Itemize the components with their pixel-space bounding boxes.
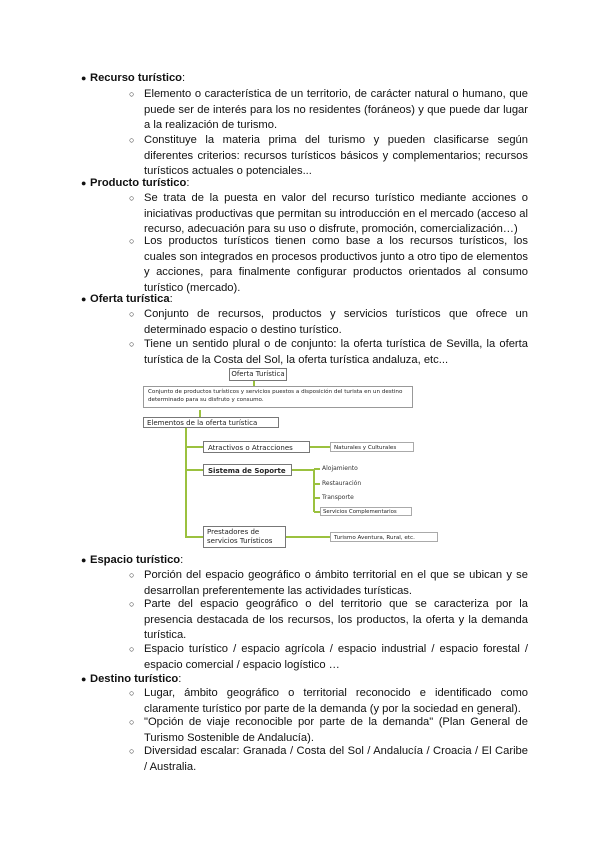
list-item [129,597,528,644]
list-item-text: Tiene un sentido plural o de conjunto: la oferta turística de Sevilla, la oferta turística de la Costa del Sol, la oferta turística andaluza, etc... [144,338,528,366]
list-item [129,568,528,599]
circle-bullet-icon: ○ [129,599,135,609]
circle-bullet-icon: ○ [129,193,135,203]
section-producto-turistico: ● Producto turístico: [81,177,190,189]
list-item-text: Los productos turísticos tienen como base a los recursos turísticos, los cuales son integrados en procesos productivos junto a otro tipo de elementos y acciones, para finalmente configurar productos orientados al consumo turístico (mercado). [144,235,528,294]
circle-bullet-icon: ○ [129,236,135,246]
list-item [129,133,528,180]
circle-bullet-icon: ○ [129,309,135,319]
diagram-definition: Conjunto de productos turísticos y servicios puestos a disposición del turista en un destino determinado para su disfruto y consumo. [143,386,413,408]
list-item [129,337,528,368]
branch-atractivos: Atractivos o Atracciones [203,441,310,453]
leaf-turismo-aventura: Turismo Aventura, Rural, etc. [330,532,438,542]
list-item [129,191,528,238]
bullet-icon: ● [81,73,87,83]
branch-prestadores: Prestadores de servicios Turísticos [203,526,286,548]
section-destino-turistico: ● Destino turístico: [81,673,182,685]
list-item [129,234,528,296]
circle-bullet-icon: ○ [129,89,135,99]
leaf-servicios-complementarios: Servicios Complementarios [320,507,412,516]
diagram-title: Oferta Turística [229,368,287,381]
section-espacio-turistico: ● Espacio turístico: [81,554,184,566]
list-item-text: Elemento o característica de un territorio, de carácter natural o humano, que puede ser de interés para los no residentes (foráneos) y que puede dar lugar a la realización de turismo. [144,88,528,131]
list-item [129,642,528,673]
section-term: Espacio turístico [90,554,181,566]
bullet-icon: ● [81,674,87,684]
leaf-transporte: Transporte [322,494,354,501]
list-item-text: Lugar, ámbito geográfico o territorial reconocido e identificado como claramente turístico por parte de la demanda (y por la sociedad en general). [144,687,528,715]
section-term: Recurso turístico [90,72,183,84]
leaf-alojamiento: Alojamiento [322,465,358,472]
leaf-restauracion: Restauración [322,480,362,487]
circle-bullet-icon: ○ [129,135,135,145]
list-item-text: "Opción de viaje reconocible por parte de la demanda" (Plan General de Turismo Sostenible de Andalucía). [144,716,528,744]
list-item-text: Parte del espacio geográfico o del territorio que se caracteriza por la presencia destacada de los recursos, los productos, la oferta y la demanda turística. [144,598,528,641]
list-item-text: Espacio turístico / espacio agrícola / espacio industrial / espacio forestal / espacio comercial / espacio logístico … [144,643,528,671]
leaf-naturales-culturales: Naturales y Culturales [330,442,414,452]
branch-sistema-soporte: Sistema de Soporte [203,464,292,476]
list-item-text: Constituye la materia prima del turismo y pueden clasificarse según diferentes criterios: recursos turísticos básicos y complementarios; recursos turísticos actuales o potenciales... [144,134,528,177]
section-recurso-turistico: ● Recurso turístico: [81,72,186,84]
list-item-text: Se trata de la puesta en valor del recurso turístico mediante acciones o iniciativas productivas que permitan su introducción en el mercado (acceso al recurso, adecuación para su uso o disfrute, promoción, comercialización…) [144,192,528,235]
list-item [129,307,528,338]
bullet-icon: ● [81,178,87,188]
circle-bullet-icon: ○ [129,717,135,727]
list-item [129,87,528,134]
list-item [129,715,528,746]
circle-bullet-icon: ○ [129,644,135,654]
circle-bullet-icon: ○ [129,570,135,580]
list-item [129,686,528,717]
section-oferta-turistica: ● Oferta turística: [81,293,173,305]
bullet-icon: ● [81,555,87,565]
oferta-turistica-diagram [140,366,440,554]
circle-bullet-icon: ○ [129,339,135,349]
bullet-icon: ● [81,294,87,304]
list-item [129,744,528,775]
section-term: Oferta turística [90,293,170,305]
section-term: Producto turístico [90,177,187,189]
circle-bullet-icon: ○ [129,688,135,698]
section-term: Destino turístico [90,673,179,685]
circle-bullet-icon: ○ [129,746,135,756]
diagram-elements-label: Elementos de la oferta turística [143,417,279,428]
list-item-text: Porción del espacio geográfico o ámbito territorial en el que se ubican y se desarrollan preferentemente las actividades turísticas. [144,569,528,597]
list-item-text: Conjunto de recursos, productos y servicios turísticos que ofrece un determinado espacio o destino turístico. [144,308,528,336]
list-item-text: Diversidad escalar: Granada / Costa del Sol / Andalucía / Croacia / El Caribe / Australia. [144,745,528,773]
